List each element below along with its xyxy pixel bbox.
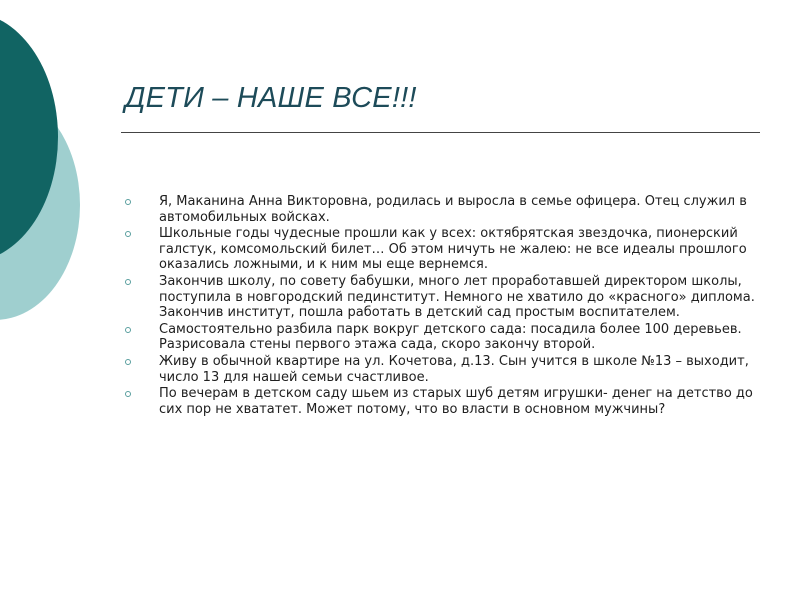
- hollow-circle-bullet-icon: [125, 199, 131, 205]
- title-divider: [121, 132, 760, 133]
- hollow-circle-bullet-icon: [125, 391, 131, 397]
- bullet-list: [125, 194, 760, 418]
- list-item-text: Я, Маканина Анна Викторовна, родилась и выросла в семье офицера. Отец служил в автомобильных войсках.: [159, 194, 747, 225]
- list-item-text: Живу в обычной квартире на ул. Кочетова, д.13. Сын учится в школе №13 – выходит, число 13 для нашей семьи счастливое.: [159, 353, 749, 385]
- list-item: [125, 386, 760, 417]
- list-item-text: Самостоятельно разбила парк вокруг детского сада: посадила более 100 деревьев. Разрисовала стены первого этажа сада, скоро закончу второй.: [159, 321, 742, 353]
- hollow-circle-bullet-icon: [125, 359, 131, 365]
- slide-title: ДЕТИ – НАШЕ ВСЕ!!!: [125, 82, 417, 114]
- list-item-text: Закончив школу, по совету бабушки, много лет проработавшей директором школы, поступила в новгородский пединститут. Немного не хватило до «красного» диплома. Закончив институт, пошла работать в детский сад простым воспитателем.: [159, 273, 755, 321]
- list-item: [125, 194, 760, 225]
- list-item: [125, 226, 760, 273]
- hollow-circle-bullet-icon: [125, 279, 131, 285]
- list-item-text: По вечерам в детском саду шьем из старых шуб детям игрушки- денег на детство до сих пор не хвататет. Может потому, что во власти в основном мужчины?: [159, 386, 753, 417]
- hollow-circle-bullet-icon: [125, 231, 131, 237]
- hollow-circle-bullet-icon: [125, 327, 131, 333]
- list-item-text: Школьные годы чудесные прошли как у всех: октябрятская звездочка, пионерский галстук, комсомольский билет… Об этом ничуть не жалею: не все идеалы прошлого оказались ложными, и к ним мы еще вернемся.: [159, 226, 747, 273]
- list-item: [125, 274, 760, 321]
- list-item: [125, 354, 760, 385]
- list-item: [125, 322, 760, 353]
